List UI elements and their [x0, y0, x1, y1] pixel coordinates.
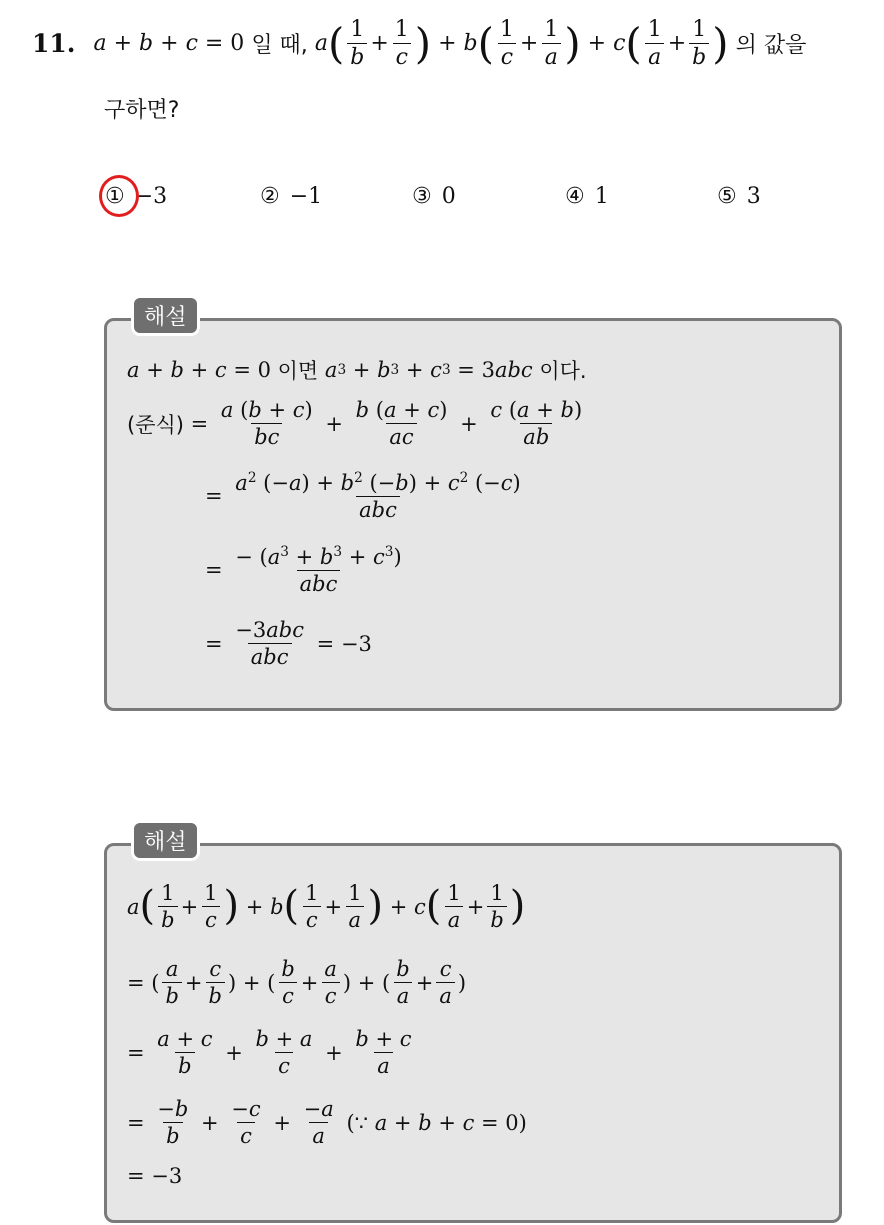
- solution2-line-3: = $\frac{a + c}{b}$ + $\frac{b + a}{c}$ + $\frac{b + c}{a}$: [127, 1027, 412, 1079]
- selected-circle-mark: [99, 175, 139, 217]
- question-line-1: 11. a + b + c = 0 일 때, a ( $\frac{1}{b}$ + $\frac{1}{c}$ ) + b ( $\frac{1}{c}$ + $\frac{1}{a}$ ) + c ( $\frac{1}{a}$ + $\frac{1}{b}$ ) 의 값을: [32, 17, 807, 71]
- choice-value: 0: [441, 183, 456, 209]
- choice-value: 1: [594, 183, 609, 209]
- solution-step-3: = $\frac{- (a^3 + b^3 + c^3)}{\text{abc}}$: [205, 544, 402, 597]
- stem-text: 일 때,: [251, 33, 308, 59]
- solution-box-1: [104, 305, 842, 711]
- solution-step-2: = $\frac{a^2 (-a) + b^2 (-b) + c^2 (-c)}{\text{abc}}$: [205, 470, 521, 523]
- solution2-line-4: = $\frac{-b}{b}$ + $\frac{-c}{c}$ + $\frac{-a}{a}$ (∵ a + b + c = 0): [127, 1097, 527, 1149]
- choice-1[interactable]: [105, 175, 167, 217]
- solution-tag: 해설: [131, 820, 200, 861]
- lhs-label: (준식): [127, 412, 184, 437]
- final-answer: = −3: [316, 631, 372, 656]
- solution-step-4: = $\frac{\text{−3abc}}{\text{abc}}$ = −3: [205, 618, 372, 670]
- solution-box-2: [104, 830, 842, 1223]
- choice-mark: ⑤: [717, 183, 737, 209]
- choice-5[interactable]: [717, 175, 761, 217]
- choice-3[interactable]: [412, 175, 456, 217]
- solution2-line-5: = −3: [127, 1164, 183, 1188]
- stem-text: 의 값을: [735, 33, 807, 59]
- problem: [32, 18, 872, 124]
- choice-mark: ①: [105, 184, 125, 209]
- choice-value: 3: [746, 183, 761, 209]
- solution-intro: a + b + c = 0 이면 a 3 + b 3 + c 3 = 3 abc 이다.: [127, 358, 587, 383]
- choice-value: −3: [134, 183, 168, 209]
- choice-2[interactable]: [260, 175, 322, 217]
- choice-mark: ③: [412, 183, 432, 209]
- answer-choices: [105, 175, 805, 217]
- solution-tag: 해설: [131, 295, 200, 336]
- choice-mark: ④: [565, 183, 585, 209]
- solution2-line-2: = ( $\frac{a}{b}$ + $\frac{c}{b}$ ) + ( $\frac{b}{c}$ + $\frac{a}{c}$ ) + ( $\frac{b}{a}$ + $\frac{c}{a}$ ): [127, 957, 467, 1009]
- solution-step-1: (준식) = $\frac{a (b + c)}{bc}$ + $\frac{b (a + c)}{ac}$ + $\frac{c (a + b)}{ab}$: [127, 398, 583, 450]
- question-number: 11.: [32, 29, 76, 59]
- choice-mark: ②: [260, 183, 280, 209]
- choice-value: −1: [289, 183, 323, 209]
- solution2-line-1: a ( $\frac{1}{b}$ + $\frac{1}{c}$ ) + b ( $\frac{1}{c}$ + $\frac{1}{a}$ ) + c ( $\frac{1}{a}$ + $\frac{1}{b}$ ): [127, 881, 526, 933]
- choice-4[interactable]: [565, 175, 609, 217]
- question-line-2: 구하면?: [104, 98, 180, 124]
